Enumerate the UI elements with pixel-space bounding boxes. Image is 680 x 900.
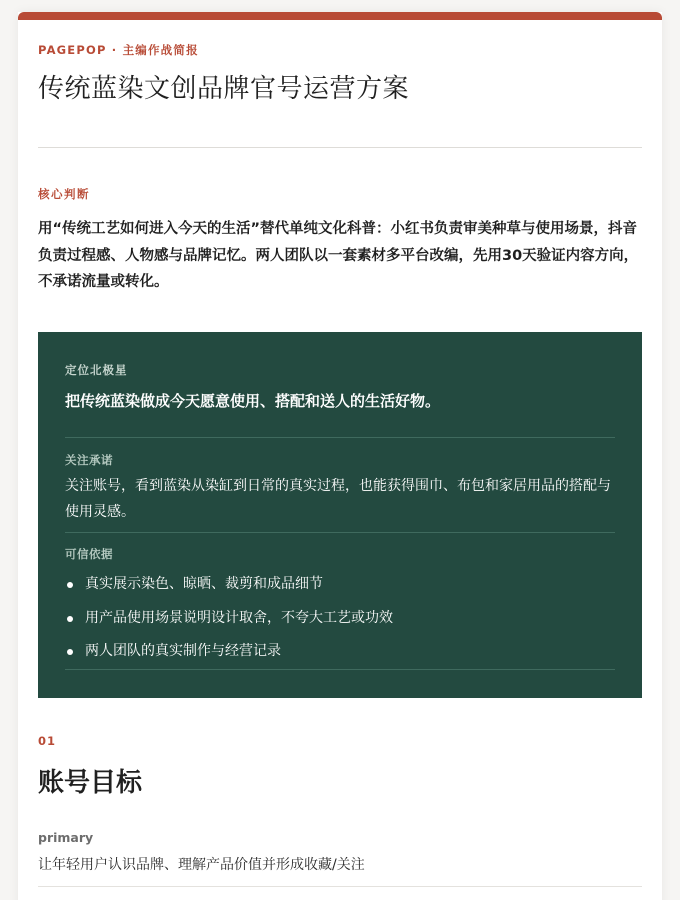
list-item bbox=[65, 568, 615, 602]
evidence-text: 用产品使用场景说明设计取舍，不夸大工艺或功效 bbox=[85, 609, 393, 626]
evidence-label: 可信依据 bbox=[65, 547, 113, 561]
page-title: 传统蓝染文创品牌官号运营方案 bbox=[38, 74, 410, 104]
bullet-icon bbox=[67, 616, 73, 622]
section-number: 01 bbox=[38, 734, 57, 748]
list-item bbox=[65, 635, 615, 669]
divider bbox=[38, 886, 642, 887]
bullet-icon bbox=[67, 582, 73, 588]
promise-label: 关注承诺 bbox=[65, 453, 113, 467]
divider bbox=[38, 147, 642, 148]
northstar-panel bbox=[38, 332, 642, 698]
northstar-label: 定位北极星 bbox=[65, 363, 128, 377]
divider bbox=[65, 437, 615, 438]
briefing-card bbox=[18, 12, 662, 900]
divider bbox=[65, 669, 615, 670]
northstar-headline: 把传统蓝染做成今天愿意使用、搭配和送人的生活好物。 bbox=[65, 392, 441, 410]
goal-key: primary bbox=[38, 830, 94, 845]
core-label: 核心判断 bbox=[38, 187, 90, 201]
bullet-icon bbox=[67, 649, 73, 655]
divider bbox=[65, 532, 615, 533]
list-item bbox=[65, 602, 615, 636]
goal-value: 让年轻用户认识品牌、理解产品价值并形成收藏/关注 bbox=[38, 857, 365, 873]
promise-text: 关注账号，看到蓝染从染缸到日常的真实过程，也能获得围巾、布包和家居用品的搭配与使用灵感。 bbox=[65, 478, 611, 520]
section-title: 账号目标 bbox=[38, 768, 143, 798]
kicker: PAGEPOP · 主编作战简报 bbox=[38, 43, 199, 57]
evidence-text: 两人团队的真实制作与经营记录 bbox=[85, 643, 281, 659]
evidence-list bbox=[65, 568, 615, 669]
evidence-text: 真实展示染色、晾晒、裁剪和成品细节 bbox=[85, 576, 323, 592]
accent-bar bbox=[18, 12, 662, 20]
core-judgement: 用“传统工艺如何进入今天的生活”替代单纯文化科普：小红书负责审美种草与使用场景，抖音负责过程感、人物感与品牌记忆。两人团队以一套素材多平台改编，先用30天验证内容方向，不承诺流量或转化。 bbox=[38, 221, 639, 290]
